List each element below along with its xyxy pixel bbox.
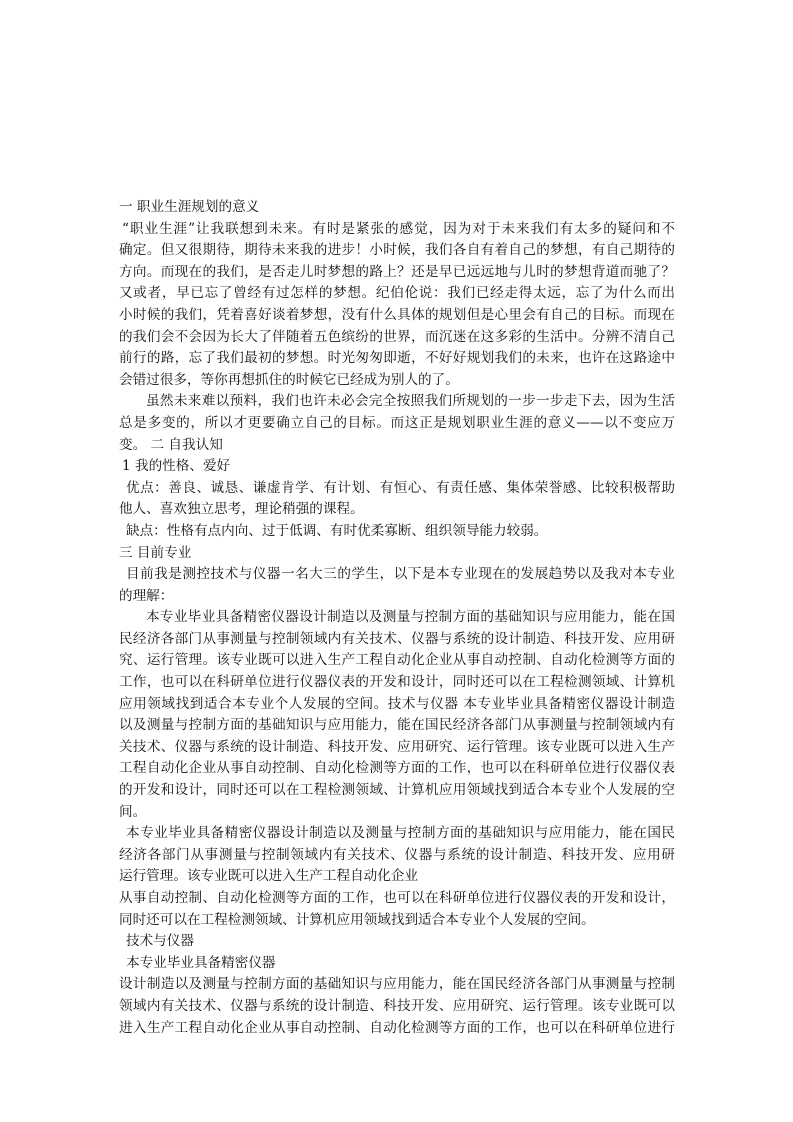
paragraph-line: 目前我是测控技术与仪器一名大三的学生，以下是本专业现在的发展趋势以及我对本专业 <box>126 566 675 583</box>
paragraph-line: 的理解： <box>119 587 174 604</box>
section-heading: 一 职业生涯规划的意义 <box>119 199 260 215</box>
subsection-heading: 1 我的性格、爱好 <box>122 458 231 475</box>
paragraph-line: 经济各部门从事测量与控制领域内有关技术、仪器与系统的设计制造、科技开发、应用研 <box>119 846 675 863</box>
paragraph-line: 缺点：性格有点内向、过于低调、有时优柔寡断、组织领导能力较弱。 <box>126 522 548 539</box>
subsection-heading: 技术与仪器 <box>126 933 194 950</box>
paragraph-line: 虽然未来难以预料，我们也许未必会完全按照我们所规划的一步一步走下去，因为生活 <box>146 393 675 410</box>
paragraph-line: “职业生涯”让我联想到未来。有时是紧张的感觉，因为对于未来我们有太多的疑问和不 <box>122 220 675 237</box>
paragraph-line: 领域内有关技术、仪器与系统的设计制造、科技开发、应用研究、运行管理。该专业既可以 <box>119 997 675 1014</box>
paragraph-line: 民经济各部门从事测量与控制领域内有关技术、仪器与系统的设计制造、科技开发、应用研 <box>119 630 675 647</box>
paragraph-line: 的我们会不会因为长大了伴随着五色缤纷的世界，而沉迷在这多彩的生活中。分辨不清自己 <box>119 328 675 345</box>
section-heading: 三 目前专业 <box>119 544 192 561</box>
paragraph-line: 关技术、仪器与系统的设计制造、科技开发、应用研究、运行管理。该专业既可以进入生产 <box>119 738 675 755</box>
paragraph-line: 总是多变的，所以才更要确立自己的目标。而这正是规划职业生涯的意义——以不变应万 <box>119 414 675 431</box>
paragraph-line: 工程自动化企业从事自动控制、自动化检测等方面的工作，也可以在科研单位进行仪器仪表 <box>119 760 675 777</box>
paragraph-line: 又或者，早已忘了曾经有过怎样的梦想。纪伯伦说：我们已经走得太远，忘了为什么而出 <box>119 285 675 302</box>
paragraph-line: 间。 <box>119 803 147 820</box>
paragraph-line: 优点：善良、诚恳、谦虚肯学、有计划、有恒心、有责任感、集体荣誉感、比较积极帮助 <box>126 479 675 496</box>
paragraph-line: 以及测量与控制方面的基础知识与应用能力，能在国民经济各部门从事测量与控制领域内有 <box>119 717 675 734</box>
section-heading: 变。 二 自我认知 <box>119 436 223 453</box>
document-body <box>119 197 675 1039</box>
paragraph-line: 工作，也可以在科研单位进行仪器仪表的开发和设计，同时还可以在工程检测领域、计算机 <box>119 674 675 691</box>
paragraph-line: 本专业毕业具备精密仪器设计制造以及测量与控制方面的基础知识与应用能力，能在国 <box>146 609 675 626</box>
paragraph-line: 小时候的我们，凭着喜好谈着梦想，没有什么具体的规划但是心里会有自己的目标。而现在 <box>119 306 675 323</box>
paragraph-line: 本专业毕业具备精密仪器 <box>126 954 276 971</box>
paragraph-line: 同时还可以在工程检测领域、计算机应用领域找到适合本专业个人发展的空间。 <box>119 911 595 928</box>
paragraph-line: 进入生产工程自动化企业从事自动控制、自动化检测等方面的工作，也可以在科研单位进行 <box>119 1019 675 1036</box>
paragraph-line: 究、运行管理。该专业既可以进入生产工程自动化企业从事自动控制、自动化检测等方面的 <box>119 652 675 669</box>
paragraph-line: 前行的路，忘了我们最初的梦想。时光匆匆即逝，不好好规划我们的未来，也许在这路途中 <box>119 350 675 367</box>
paragraph-line: 确定。但又很期待，期待未来我的进步！小时候，我们各自有着自己的梦想，有自己期待的 <box>119 242 675 259</box>
paragraph-line: 方向。而现在的我们，是否走儿时梦想的路上？还是早已远远地与儿时的梦想背道而驰了？ <box>119 263 675 280</box>
paragraph-line: 他人、喜欢独立思考，理论稍强的课程。 <box>119 501 364 518</box>
paragraph-line: 运行管理。该专业既可以进入生产工程自动化企业 <box>119 868 419 885</box>
paragraph-line: 会错过很多，等你再想抓住的时候它已经成为别人的了。 <box>119 371 459 388</box>
paragraph-line: 本专业毕业具备精密仪器设计制造以及测量与控制方面的基础知识与应用能力，能在国民 <box>126 825 675 842</box>
paragraph-line: 应用领域找到适合本专业个人发展的空间。技术与仪器 本专业毕业具备精密仪器设计制造 <box>119 695 675 712</box>
paragraph-line: 设计制造以及测量与控制方面的基础知识与应用能力，能在国民经济各部门从事测量与控制 <box>119 976 675 993</box>
paragraph-line: 从事自动控制、自动化检测等方面的工作，也可以在科研单位进行仪器仪表的开发和设计， <box>119 890 675 906</box>
paragraph-line: 的开发和设计，同时还可以在工程检测领域、计算机应用领域找到适合本专业个人发展的空 <box>119 782 675 799</box>
